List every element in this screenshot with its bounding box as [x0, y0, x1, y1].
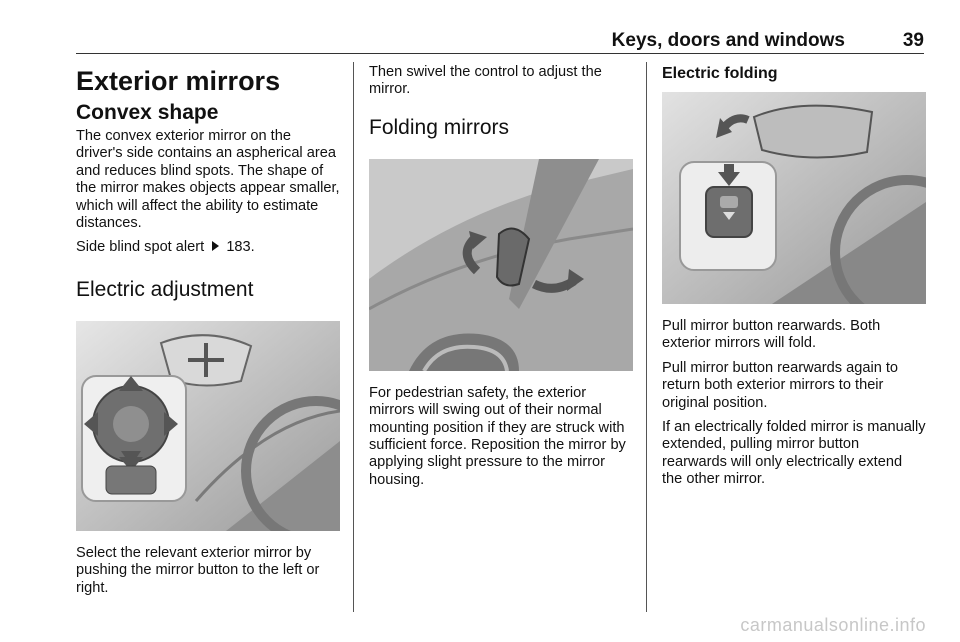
convex-paragraph: The convex exterior mirror on the driver's side contains an aspherical area and reduces blind spots. The shape of the mirror makes objects appear smaller, which will affect the ability to estimate distances.: [76, 128, 340, 232]
column-middle: [369, 64, 633, 496]
column-left: [76, 64, 340, 604]
blind-spot-page[interactable]: 183.: [226, 239, 255, 256]
electric-folding-paragraph-1: Pull mirror button rearwards. Both exterior mirrors will fold.: [662, 318, 881, 352]
electric-folding-heading: Electric folding: [662, 65, 778, 82]
column-separator: [353, 62, 354, 612]
column-separator: [646, 62, 647, 612]
electric-adjustment-heading: Electric adjustment: [76, 277, 254, 301]
electric-adjustment-paragraph: Select the relevant exterior mirror by pushing the mirror button to the left or right.: [76, 544, 320, 596]
electric-folding-paragraph-2: Pull mirror button rearwards again to return both exterior mirrors to their original position.: [662, 359, 899, 411]
header-rule: [76, 53, 924, 54]
electric-folding-figure: [662, 92, 926, 304]
watermark: carmanualsonline.info: [740, 615, 926, 635]
blind-spot-text: Side blind spot alert: [76, 239, 205, 256]
page-number: 39: [902, 30, 924, 51]
electric-folding-paragraph-3: If an electrically folded mirror is manually extended, pulling mirror button rearwards will only electrically extend the other mirror.: [662, 419, 926, 488]
page-ref-icon: [212, 241, 219, 251]
section-title: Exterior mirrors: [76, 66, 281, 96]
convex-heading: Convex shape: [76, 101, 219, 124]
folding-mirrors-heading: Folding mirrors: [369, 115, 510, 139]
folding-mirror-figure: [369, 159, 633, 371]
blind-spot-reference: [76, 239, 340, 256]
header-title: Keys, doors and windows: [611, 30, 845, 51]
mirror-adjust-figure: [76, 321, 340, 531]
swivel-paragraph: Then swivel the control to adjust the mirror.: [369, 64, 602, 98]
folding-mirrors-paragraph: For pedestrian safety, the exterior mirrors will swing out of their normal mounting position if they are struck with sufficient force. Reposition the mirror by applying slight pressure to the mirror housing.: [369, 384, 626, 488]
column-right: [662, 64, 926, 496]
